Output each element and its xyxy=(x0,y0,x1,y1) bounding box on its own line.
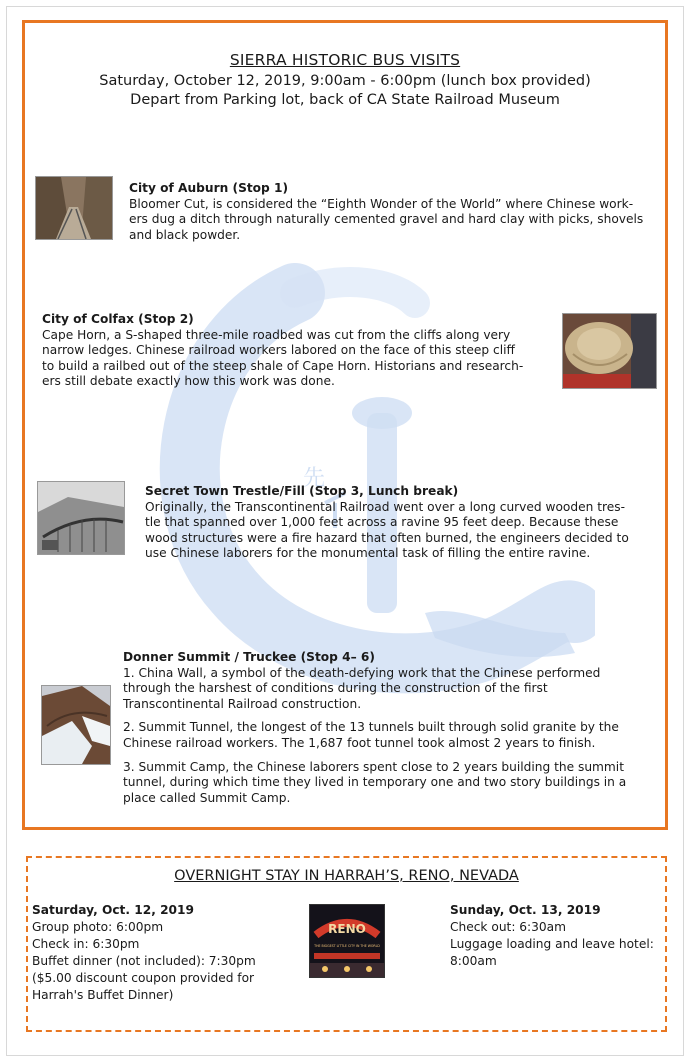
reno-sign-text: RENO xyxy=(328,922,366,936)
bus-visits-box xyxy=(22,20,668,830)
stop-3-line: tle that spanned over 1,000 feet across a ravine 95 feet deep. Because these xyxy=(145,515,619,530)
saturday-line: ($5.00 discount coupon provided for xyxy=(32,971,255,985)
stop-5-item-line: 2. Summit Tunnel, the longest of the 13 tunnels built through solid granite by the xyxy=(123,720,619,735)
stop-6-item-line: tunnel, during which time they lived in temporary one and two story buildings in a xyxy=(123,775,627,790)
stop-4-item-line: through the harshest of conditions during the construction of the first xyxy=(123,681,548,696)
watermark-character: 先 xyxy=(303,466,326,491)
stop-3 xyxy=(145,484,655,562)
saturday-column xyxy=(32,902,256,1004)
saturday-line: Harrah's Buffet Dinner) xyxy=(32,988,174,1002)
sunday-column xyxy=(450,902,654,970)
stop-2-line: narrow ledges. Chinese railroad workers labored on the face of this steep cliff xyxy=(42,343,515,358)
stop-5-item-line: Chinese railroad workers. The 1,687 foot tunnel took almost 2 years to finish. xyxy=(123,735,596,750)
trestle-photo xyxy=(37,481,125,555)
stop-5-item xyxy=(123,720,663,751)
stop-6-item-line: 3. Summit Camp, the Chinese laborers spent close to 2 years building the summit xyxy=(123,759,624,774)
stop-1 xyxy=(129,181,655,243)
stop-4-6 xyxy=(123,650,663,806)
stop-3-line: wood structures were a fire hazard that often burned, the engineers decided to xyxy=(145,530,629,545)
date-line: Saturday, October 12, 2019, 9:00am - 6:00pm (lunch box provided) xyxy=(99,73,591,89)
sunday-line: Check out: 6:30am xyxy=(450,920,567,934)
stop-2-line: ers still debate exactly how this work was done. xyxy=(42,374,335,389)
saturday-line: Buffet dinner (not included): 7:30pm xyxy=(32,954,256,968)
stop-3-line: Originally, the Transcontinental Railroad went over a long curved wooden tres- xyxy=(145,499,625,514)
stop-1-line: ers dug a ditch through naturally cemented gravel and hard clay with picks, shovels xyxy=(129,212,644,227)
sunday-day: Sunday, Oct. 13, 2019 xyxy=(450,903,601,917)
donner-photo xyxy=(41,685,111,765)
depart-line: Depart from Parking lot, back of CA State Railroad Museum xyxy=(130,92,560,108)
stop-1-line: and black powder. xyxy=(129,227,241,242)
reno-sign-photo xyxy=(309,904,385,978)
sunday-line: Luggage loading and leave hotel: xyxy=(450,937,654,951)
stop-1-line: Bloomer Cut, is considered the “Eighth Wonder of the World” where Chinese work- xyxy=(129,196,634,211)
stop-2 xyxy=(42,312,562,390)
saturday-day: Saturday, Oct. 12, 2019 xyxy=(32,903,194,917)
reno-sign-subtext: THE BIGGEST LITTLE CITY IN THE WORLD xyxy=(314,944,380,948)
stop-1-name: City of Auburn (Stop 1) xyxy=(129,181,289,195)
stop-3-line: use Chinese laborers for the monumental task of filling the entire ravine. xyxy=(145,546,591,561)
sunday-line: 8:00am xyxy=(450,954,497,968)
stop-4-item-line: Transcontinental Railroad construction. xyxy=(123,696,362,711)
stop-2-line: Cape Horn, a S-shaped three-mile roadbed was cut from the cliffs along very xyxy=(42,327,511,342)
saturday-line: Group photo: 6:00pm xyxy=(32,920,164,934)
page-title: SIERRA HISTORIC BUS VISITS xyxy=(229,51,461,69)
saturday-line: Check in: 6:30pm xyxy=(32,937,140,951)
stop-4-item-line: 1. China Wall, a symbol of the death-defying work that the Chinese performed xyxy=(123,665,601,680)
overnight-box xyxy=(26,856,667,1032)
stop-4-item xyxy=(123,666,663,713)
stop-3-name: Secret Town Trestle/Fill (Stop 3, Lunch break) xyxy=(145,484,459,498)
stop-2-line: to build a railbed out of the steep shale of Cape Horn. Historians and research- xyxy=(42,358,524,373)
auburn-photo xyxy=(35,176,113,240)
stop-6-item xyxy=(123,760,663,807)
stop-4-name: Donner Summit / Truckee (Stop 4– 6) xyxy=(123,650,375,664)
stop-2-name: City of Colfax (Stop 2) xyxy=(42,312,194,326)
overnight-title: OVERNIGHT STAY IN HARRAH’S, RENO, NEVADA xyxy=(174,868,519,884)
stop-6-item-line: place called Summit Camp. xyxy=(123,790,291,805)
colfax-photo xyxy=(562,313,657,389)
header xyxy=(25,51,665,108)
